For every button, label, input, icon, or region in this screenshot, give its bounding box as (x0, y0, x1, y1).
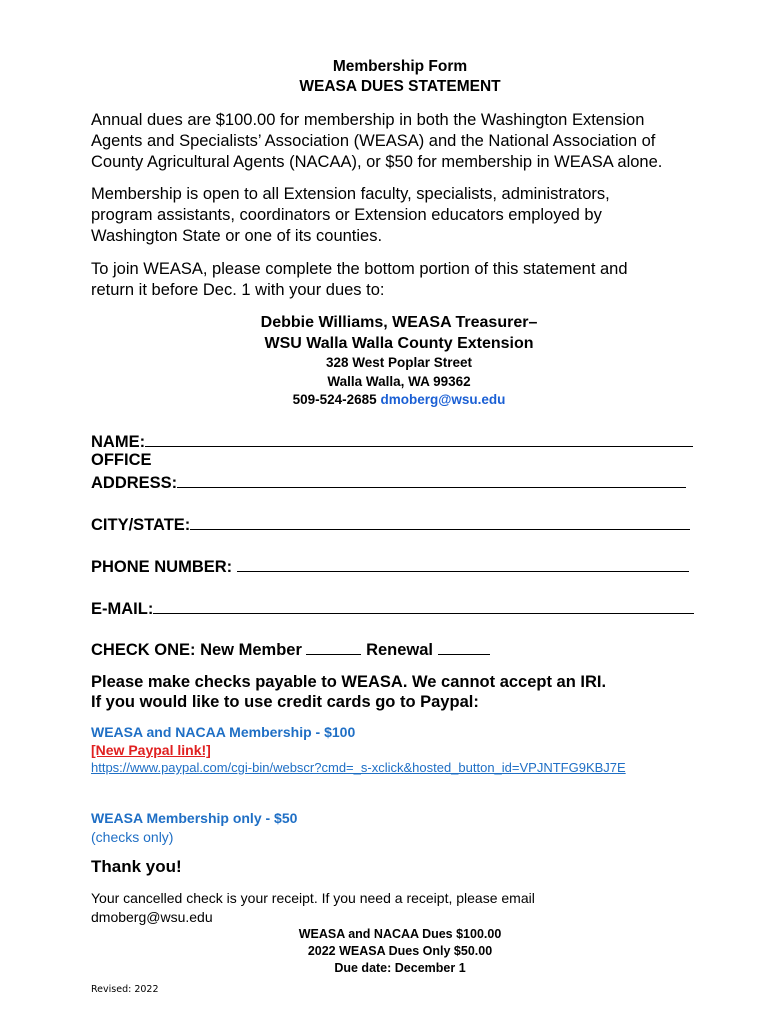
eligibility-paragraph-line: Membership is open to all Extension faculty, specialists, administrators, (91, 185, 610, 203)
new-member-label: CHECK ONE: New Member (91, 641, 302, 659)
email-label: E-MAIL: (91, 600, 154, 618)
office-label: OFFICE (91, 451, 152, 469)
treasurer-email-link[interactable]: dmoberg@wsu.edu (380, 392, 506, 407)
membership-type-field (91, 638, 490, 661)
treasurer-name: Debbie Williams, WEASA Treasurer– (260, 314, 538, 331)
eligibility-paragraph-line: program assistants, coordinators or Extension educators employed by (91, 206, 602, 224)
receipt-note-line1: Your cancelled check is your receipt. If you need a receipt, please email (91, 890, 535, 906)
paypal-url-link[interactable]: https://www.paypal.com/cgi-bin/webscr?cmd=_s-xclick&hosted_button_id=VPJNTFG9KBJ7E (91, 760, 626, 775)
dues-paragraph-line: Annual dues are $100.00 for membership in both the Washington Extension (91, 111, 645, 129)
instructions-paragraph-line: To join WEASA, please complete the bottom portion of this statement and (91, 260, 628, 278)
address-label: ADDRESS: (91, 474, 178, 492)
revised-note: Revised: 2022 (91, 984, 159, 995)
option-weasa-only: WEASA Membership only - $50 (91, 810, 298, 826)
renewal-label: Renewal (366, 641, 434, 659)
name-field[interactable] (91, 430, 693, 453)
new-paypal-link-label[interactable]: [New Paypal link!] (91, 742, 211, 758)
treasurer-org: WSU Walla Walla County Extension (264, 335, 534, 352)
dues-paragraph-line: Agents and Specialists’ Association (WEASA) and the National Association of (91, 132, 656, 150)
phone-field[interactable] (91, 555, 689, 578)
dues-both-line: WEASA and NACAA Dues $100.00 (298, 927, 502, 941)
city-state-label: CITY/STATE: (91, 516, 191, 534)
city-state-field[interactable] (91, 513, 690, 536)
payment-instructions-1: Please make checks payable to WEASA. We cannot accept an IRI. (91, 673, 607, 691)
form-subtitle: WEASA DUES STATEMENT (299, 78, 501, 95)
dues-paragraph (91, 110, 731, 173)
phone-input-line[interactable] (237, 555, 689, 572)
option-weasa-nacaa: WEASA and NACAA Membership - $100 (91, 724, 356, 740)
eligibility-paragraph-line: Washington State or one of its counties. (91, 227, 383, 245)
payment-instructions-2: If you would like to use credit cards go to Paypal: (91, 693, 479, 711)
dues-paragraph-line: County Agricultural Agents (NACAA), or $50 for membership in WEASA alone. (91, 153, 663, 171)
city-address: Walla Walla, WA 99362 (327, 374, 471, 389)
phone-label: PHONE NUMBER: (91, 558, 237, 576)
address-field[interactable] (91, 471, 686, 494)
form-title: Membership Form (332, 58, 468, 75)
contact-line (0, 390, 770, 409)
address-input-line[interactable] (177, 471, 686, 488)
dues-weasa-line: 2022 WEASA Dues Only $50.00 (307, 944, 493, 958)
receipt-note-email: dmoberg@wsu.edu (91, 909, 213, 925)
checks-only-note: (checks only) (91, 829, 174, 845)
instructions-paragraph (91, 259, 731, 301)
thank-you-heading: Thank you! (91, 857, 182, 876)
street-address: 328 West Poplar Street (325, 355, 473, 370)
city-state-input-line[interactable] (190, 513, 690, 530)
email-input-line[interactable] (153, 597, 694, 614)
name-input-line[interactable] (145, 430, 693, 447)
due-date-line: Due date: December 1 (334, 961, 466, 975)
new-member-checkline[interactable] (306, 638, 361, 655)
treasurer-phone: 509-524-2685 (292, 392, 377, 407)
email-field[interactable] (91, 597, 694, 620)
eligibility-paragraph (91, 184, 731, 247)
name-label: NAME: (91, 433, 146, 451)
renewal-checkline[interactable] (438, 638, 490, 655)
instructions-paragraph-line: return it before Dec. 1 with your dues to: (91, 281, 385, 299)
